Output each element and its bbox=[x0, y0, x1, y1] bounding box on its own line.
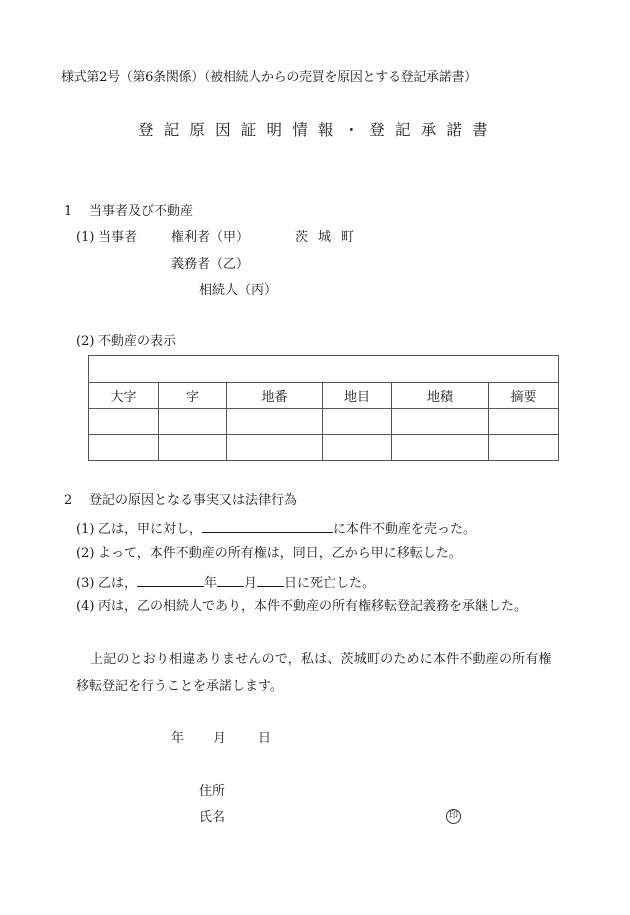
item-number: (1) bbox=[76, 522, 95, 537]
item-text: 乙は，甲に対し， bbox=[98, 522, 203, 537]
parties-title: 当事者 bbox=[98, 230, 138, 245]
form-number: 様式第2号（第6条関係）（被相続人からの売買を原因とする登記承諾書） bbox=[61, 70, 477, 85]
property-number: (2) bbox=[76, 334, 95, 349]
column-header-chiseki: 地積 bbox=[392, 383, 489, 409]
death-day-blank[interactable] bbox=[257, 573, 284, 587]
item-text: 日に死亡した。 bbox=[284, 576, 376, 591]
death-year-blank[interactable] bbox=[137, 573, 204, 587]
document-title: 登記原因証明情報・登記承諾書 bbox=[138, 121, 498, 139]
property-table-header bbox=[89, 383, 559, 409]
item-text: 乙は， bbox=[98, 576, 138, 591]
item-number: (2) bbox=[76, 546, 95, 561]
parties-label bbox=[76, 230, 137, 246]
table-cell[interactable] bbox=[227, 409, 323, 435]
right-holder-label: 権利者（甲） bbox=[171, 230, 250, 245]
consent-text-line1: 上記のとおり相違ありませんので，私は、茨城町のために本件不動産の所有権 bbox=[90, 652, 552, 667]
table-cell[interactable] bbox=[227, 435, 323, 461]
column-header-oaza: 大字 bbox=[89, 383, 159, 409]
date-year-label: 年 bbox=[171, 731, 185, 746]
table-cell[interactable] bbox=[323, 409, 392, 435]
obligor-label: 義務者（乙） bbox=[171, 257, 250, 272]
property-table-top-row bbox=[89, 356, 559, 383]
signature-date bbox=[171, 731, 271, 747]
property-table bbox=[88, 355, 559, 461]
section2-heading bbox=[64, 493, 297, 509]
table-cell[interactable] bbox=[489, 435, 559, 461]
property-table-top-cell[interactable] bbox=[89, 356, 559, 383]
table-cell[interactable] bbox=[89, 435, 159, 461]
column-header-aza: 字 bbox=[159, 383, 227, 409]
item-number: (4) bbox=[76, 599, 95, 614]
section2-number: 2 bbox=[64, 493, 73, 508]
right-holder-name: 茨城町 bbox=[295, 230, 365, 245]
fact-item-3 bbox=[76, 573, 375, 592]
section1-title: 当事者及び不動産 bbox=[89, 204, 194, 219]
property-title: 不動産の表示 bbox=[98, 334, 177, 349]
consent-text-line2: 移転登記を行うことを承諾します。 bbox=[76, 679, 283, 694]
parties-number: (1) bbox=[76, 230, 95, 245]
column-header-chiban: 地番 bbox=[227, 383, 323, 409]
name-label: 氏名 bbox=[199, 810, 226, 825]
fact-item-2 bbox=[76, 546, 462, 562]
heir-label: 相続人（丙） bbox=[199, 283, 278, 298]
column-header-chimoku: 地目 bbox=[323, 383, 392, 409]
year-label: 年 bbox=[204, 576, 218, 591]
table-cell[interactable] bbox=[159, 435, 227, 461]
item-text: よって，本件不動産の所有権は，同日，乙から甲に移転した。 bbox=[98, 546, 462, 561]
section1-heading bbox=[64, 204, 193, 220]
property-heading bbox=[76, 334, 176, 350]
sale-date-blank[interactable] bbox=[202, 519, 333, 533]
date-month-label: 月 bbox=[213, 731, 227, 746]
date-day-label: 日 bbox=[258, 731, 272, 746]
address-label: 住所 bbox=[199, 784, 226, 799]
item-text: 丙は，乙の相続人であり，本件不動産の所有権移転登記義務を承継した。 bbox=[98, 599, 528, 614]
fact-item-1 bbox=[76, 519, 476, 538]
item-number: (3) bbox=[76, 576, 95, 591]
death-month-blank[interactable] bbox=[217, 573, 244, 587]
table-cell[interactable] bbox=[159, 409, 227, 435]
table-cell[interactable] bbox=[392, 409, 489, 435]
table-cell[interactable] bbox=[392, 435, 489, 461]
table-row bbox=[89, 435, 559, 461]
item-text: に本件不動産を売った。 bbox=[333, 522, 477, 537]
table-row bbox=[89, 409, 559, 435]
column-header-tekiyo: 摘要 bbox=[489, 383, 559, 409]
seal-icon: 印 bbox=[446, 809, 461, 824]
table-cell[interactable] bbox=[89, 409, 159, 435]
table-cell[interactable] bbox=[323, 435, 392, 461]
fact-item-4 bbox=[76, 599, 527, 615]
month-label: 月 bbox=[244, 576, 258, 591]
section2-title: 登記の原因となる事実又は法律行為 bbox=[89, 493, 298, 508]
table-cell[interactable] bbox=[489, 409, 559, 435]
section1-number: 1 bbox=[64, 204, 73, 219]
